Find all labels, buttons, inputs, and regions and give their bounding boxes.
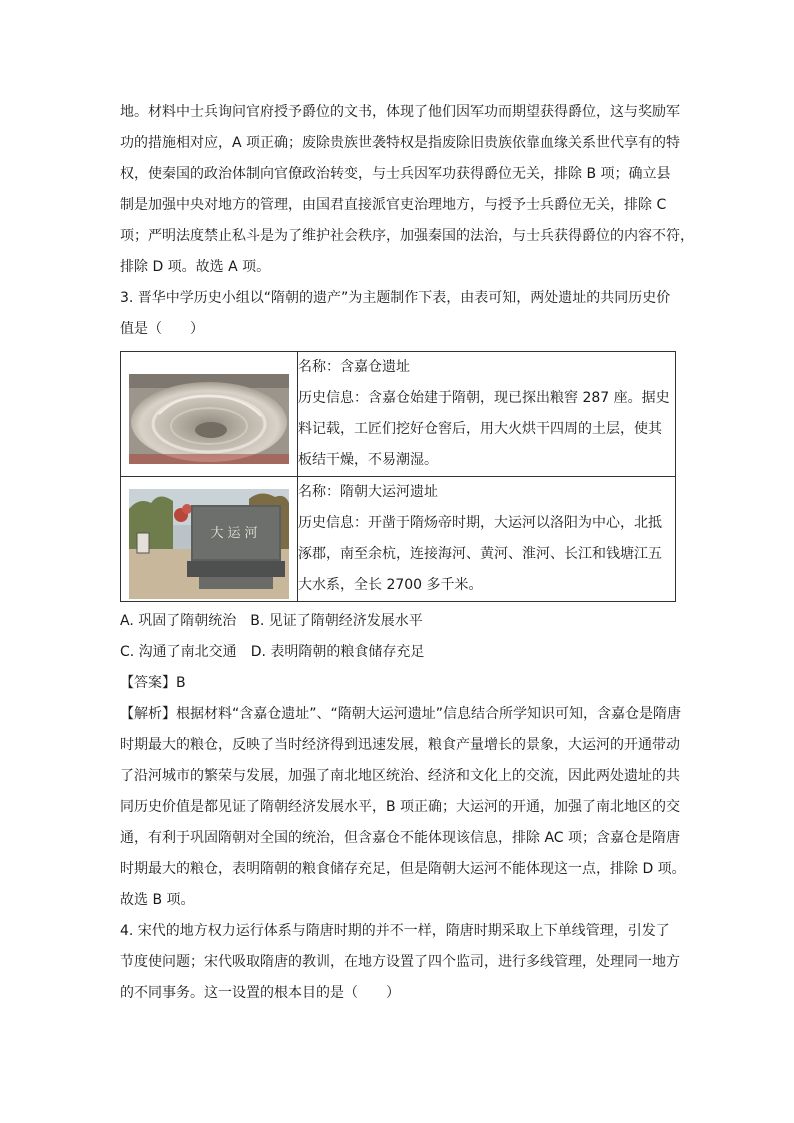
text-line: 通，有利于巩固隋朝对全国的统治，但含嘉仓不能体现该信息，排除 AC 项；含嘉仓是隋唐 [120, 830, 681, 846]
document-content [120, 97, 694, 1009]
site-info-line: 料记载，工匠们挖好仓窖后，用大火烘干四周的土层，使其 [298, 421, 662, 437]
site-info-line: 涿郡，南至余杭，连接海河、黄河、淮河、长江和钱塘江五 [298, 546, 662, 562]
option-c[interactable]: C. 沟通了南北交通 [120, 644, 237, 660]
sites-table [120, 351, 676, 602]
table-image-cell [121, 477, 298, 602]
granary-photo [129, 374, 289, 464]
text-line: 功的措施相对应，A 项正确；废除贵族世袭特权是指废除旧贵族依靠血缘关系世代享有的特 [120, 135, 681, 151]
text-line: 项；严明法度禁止私斗是为了维护社会秩序，加强秦国的法治，与士兵获得爵位的内容不符， [120, 228, 694, 244]
table-text-cell [298, 352, 676, 477]
site-info-line: 大水系，全长 2700 多千米。 [298, 577, 483, 593]
site-info-line: 历史信息：开凿于隋炀帝时期，大运河以洛阳为中心，北抵 [298, 515, 662, 531]
text-line: 值是（ ） [120, 321, 204, 337]
answer-label: 【答案】B [120, 675, 186, 691]
text-line: 排除 D 项。故选 A 项。 [120, 259, 271, 275]
text-line: 时期最大的粮仓，表明隋朝的粮食储存充足，但是隋朝大运河不能体现这一点，排除 D 项。 [120, 861, 686, 877]
options-row [120, 606, 676, 637]
site-name: 名称：含嘉仓遗址 [298, 359, 410, 375]
table-text-cell [298, 477, 676, 602]
site-info-line: 板结干燥，不易潮湿。 [298, 452, 438, 468]
question-3-stem [120, 283, 676, 345]
text-line: 时期最大的粮仓，反映了当时经济得到迅速发展，粮食产量增长的景象，大运河的开通带动 [120, 737, 680, 753]
table-image-cell [121, 352, 298, 477]
site-info-line: 历史信息：含嘉仓始建于隋朝，现已探出粮窖 287 座。据史 [298, 390, 670, 406]
option-d[interactable]: D. 表明隋朝的粮食储存充足 [250, 644, 425, 660]
question-3-analysis [120, 699, 686, 916]
text-line: 权，使秦国的政治体制向官僚政治转变，与士兵因军功获得爵位无关，排除 B 项；确立县 [120, 166, 671, 182]
text-line: 故选 B 项。 [120, 892, 195, 908]
text-line: 4. 宋代的地方权力运行体系与隋唐时期的并不一样，隋唐时期采取上下单线管理，引发了 [120, 923, 670, 939]
option-a[interactable]: A. 巩固了隋朝统治 [120, 613, 237, 629]
text-line: 地。材料中士兵询问官府授予爵位的文书，体现了他们因军功而期望获得爵位，这与奖励军 [120, 104, 680, 120]
text-line: 节度使问题；宋代吸取隋唐的教训，在地方设置了四个监司，进行多线管理，处理同一地方 [120, 954, 680, 970]
text-line: 3. 晋华中学历史小组以“隋朝的遗产”为主题制作下表，由表可知，两处遗址的共同历史价 [120, 290, 671, 306]
question-4-stem [120, 916, 680, 1009]
text-line: 【解析】根据材料“含嘉仓遗址”、“隋朝大运河遗址”信息结合所学知识可知，含嘉仓是隋唐 [120, 706, 682, 722]
table-row [121, 352, 676, 477]
question-3-options [120, 606, 676, 668]
text-line: 同历史价值是都见证了隋朝经济发展水平，B 项正确；大运河的开通，加强了南北地区的交 [120, 799, 681, 815]
stele-inscription: 大运河 [210, 526, 262, 541]
grand-canal-stele-photo [129, 489, 289, 599]
options-row [120, 637, 676, 668]
text-line: 的不同事务。这一设置的根本目的是（ ） [120, 985, 400, 1001]
prev-analysis [120, 97, 694, 283]
site-name: 名称：隋朝大运河遗址 [298, 484, 438, 500]
text-line: 制是加强中央对地方的管理，由国君直接派官吏治理地方，与授予士兵爵位无关，排除 C [120, 197, 667, 213]
option-b[interactable]: B. 见证了隋朝经济发展水平 [250, 613, 423, 629]
text-line: 了沿河城市的繁荣与发展，加强了南北地区统治、经济和文化上的交流，因此两处遗址的共 [120, 768, 680, 784]
table-row [121, 477, 676, 602]
